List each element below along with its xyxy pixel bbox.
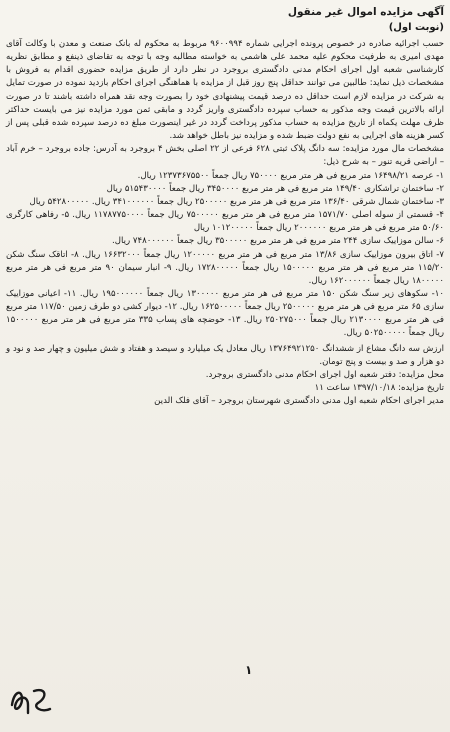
valuation-text: ارزش سه دانگ مشاع از ششدانگ ۱۳۷۶۴۹۲۱۲۵۰ ریال معادل یک میلیارد و سیصد و هفتاد و شش میلیون و چهار صد و نود و دو هزار و صد و بیست و پنج تومان. xyxy=(6,343,444,367)
handwritten-signature-icon xyxy=(8,683,52,717)
notice-title: آگهی مزایده اموال غیر منقول xyxy=(287,6,444,18)
list-item: ۷- اتاق بیرون موزاییک سازی ۱۳/۸۶ متر مربع فی هر متر مربع ۱۲۰۰۰۰۰ ریال جمعاً ۱۶۶۳۲۰۰۰ ریال. ۸- اتاقک سنگ شکن ۱۱۵/۲۰ متر مربع فی هر متر مربع ۱۵۰۰۰۰۰ ریال جمعاً ۱۷۲۸۰۰۰۰۰ ریال. ۹- انبار سیمان ۹۰ متر مربع فی هر متر مربع ۱۸۰۰۰۰۰ ریال جمعاً ۱۶۲۰۰۰۰۰۰ ریال. xyxy=(6,249,445,286)
notice-intro: حسب اجرائیه صادره در خصوص پرونده اجرایی شماره ۹۶۰۰۹۹۴ مربوط به محکوم له بانک صنعت و معدن با وکالت آقای مهدی امیری به طرفیت محکوم علیه محمد علی هاشمی به خواسته مطالبه وجه با توجه به تقاضای ذینفع و مطابق نظریه کارشناسی شعبه اول اجرای احکام مدنی دادگستری بروجرد در نظر دارد از طریق مزایده حضوری اقدام به فروش با مشخصات ذیل نماید: طالبین می توانند حداقل پنج روز قبل از مزایده با هماهنگی اجرای احکام بازدید نموده در صورت تمایل به شرکت در مزایده لازم است حداقل ده درصد قیمت پیشنهادی خود را بصورت وجه نقد همراه داشته باشند تا در صورت ارائه بالاترین قیمت وجه مذکور به حساب سپرده دادگستری واریز گردد و مابقی ثمن مورد مزایده نیز می بایست حداکثر ظرف مهلت یکماه از تاریخ مزایده به حساب مذکور پرداخت گردد در غیر اینصورت مبلغ ده درصد سپرده شده قبلی پس از کسر هزینه های اجرایی به نفع دولت ضبط شده و مزایده نیز باطل خواهد شد. xyxy=(6,39,444,142)
margin-note: ۱ xyxy=(245,663,253,677)
list-item: ۱۰- سکوهای زیر سنگ شکن ۱۵۰ متر مربع فی هر متر مربع ۱۳۰۰۰۰۰ ریال جمعاً ۱۹۵۰۰۰۰۰۰ ریال. ۱۱- اعیانی موزاییک سازی ۶۵ متر مربع فی هر متر مربع ۲۵۰۰۰۰۰ ریال جمعاً ۱۶۲۵۰۰۰۰۰ ریال. ۱۲- دیوار کشی دو طرف زمین ۱۱۷/۵۰ متر مربع فی هر متر مربع ۲۱۳۰۰۰۰ ریال جمعاً ۲۵۰۲۷۵۰۰۰ ریال. ۱۳- حوضچه های پساب ۳۳۵ متر مربع فی هر متر مربع ۱۵۰۰۰۰۰ ریال جمعاً ۵۰۲۵۰۰۰۰۰ ریال. xyxy=(6,288,444,339)
official-signature-line: مدیر اجرای احکام شعبه اول مدنی دادگستری شهرستان بروجرد – آقای فلک الدین xyxy=(154,396,444,407)
list-item: ۱- عرصه ۱۶۴۹۸/۲۱ متر مربع فی هر متر مربع ۷۵۰۰۰۰ ریال جمعاً ۱۲۳۷۳۶۷۵۵۰۰ ریال. xyxy=(137,170,444,181)
list-item: ۶- سالن موزاییک سازی ۲۴۴ متر مربع فی هر متر مربع ۳۵۰۰۰۰۰ ریال جمعاً ۷۴۸۰۰۰۰۰۰ ریال. xyxy=(111,236,444,247)
list-item: ۴- قسمتی از سوله اصلی ۱۵۷۱/۷۰ متر مربع فی هر متر مربع ۷۵۰۰۰۰۰ ریال جمعاً ۱۱۷۸۷۷۵۰۰۰۰ ریال. ۵- رفاهی کارگری ۵۰/۶۰ متر مربع فی هر متر مربع ۲۰۰۰۰۰۰ ریال جمعاً ۱۰۱۲۰۰۰۰۰ ریال xyxy=(6,210,444,234)
property-items-list xyxy=(6,170,444,341)
auction-location: محل مزایده: دفتر شعبه اول اجرای احکام مدنی دادگستری بروجرد. xyxy=(205,369,444,380)
property-specs-intro: مشخصات مال مورد مزایده: سه دانگ پلاک ثبتی ۶۲۸ فرعی از ۲۲ اصلی بخش ۴ بروجرد به آدرس: جاده بروجرد – خرم آباد – اراضی قریه تنور – به شرح ذیل: xyxy=(6,144,444,168)
auction-date: تاریخ مزایده: ۱۳۹۷/۱۰/۱۸ ساعت ۱۱ xyxy=(314,383,444,394)
list-item: ۲- ساختمان تراشکاری ۱۴۹/۴۰ متر مربع فی هر متر مربع ۳۴۵۰۰۰۰ ریال جمعاً ۵۱۵۴۳۰۰۰۰ ریال xyxy=(106,183,444,194)
list-item: ۳- ساختمان شمال شرقی ۱۳۶/۴۰ متر مربع فی هر متر مربع ۲۵۰۰۰۰۰ ریال جمعاً ۳۴۱۰۰۰۰۰۰ ریال. ۵۴۲۸۰۰۰۰۰ ریال xyxy=(29,196,444,207)
notice-subtitle: (نوبت اول) xyxy=(388,22,444,33)
